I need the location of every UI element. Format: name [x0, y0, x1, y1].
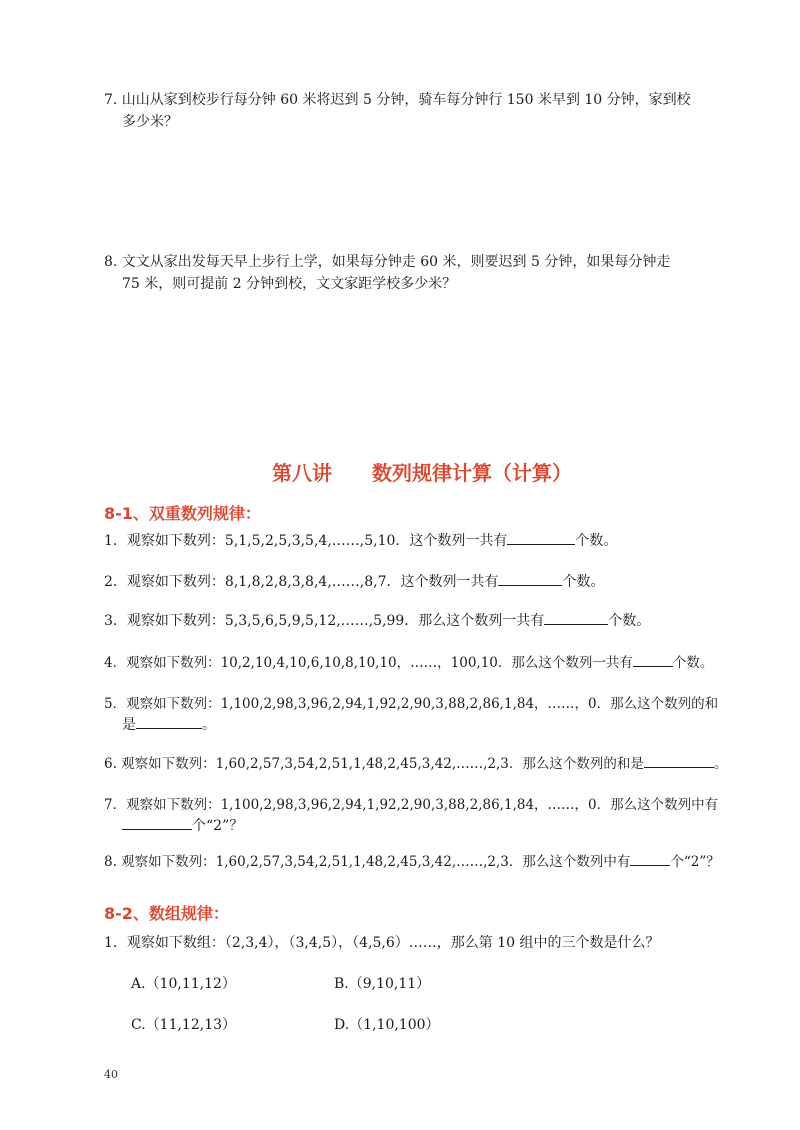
s1-q1-suffix: 个数。 [575, 533, 618, 549]
s1-q4-text: 4．观察如下数列：10,2,10,4,10,6,10,8,10,10，……，100,10．那么这个数列一共有 [104, 655, 633, 671]
answer-blank[interactable] [498, 571, 562, 586]
option-a[interactable]: A.（10,11,12） [131, 976, 236, 992]
option-d[interactable]: D.（1,10,100） [334, 1017, 440, 1033]
s1-q6-text: 6. 观察如下数列：1,60,2,57,3,54,2,51,1,48,2,45,3,42,……,2,3．那么这个数列的和是 [104, 756, 644, 772]
s1-question-3 [104, 610, 650, 630]
question-7-line-1: 7. 山山从家到校步行每分钟 60 米将迟到 5 分钟，骑车每分钟行 150 米早到 10 分钟，家到校 [104, 92, 691, 108]
question-8-line-1: 8. 文文从家出发每天早上步行上学，如果每分钟走 60 米，则要迟到 5 分钟，如果每分钟走 [104, 254, 671, 270]
s1-question-5-line-1: 5．观察如下数列：1,100,2,98,3,96,2,94,1,92,2,90,3,88,2,86,1,84，……，0．那么这个数列的和 [104, 696, 719, 712]
s1-q6-suffix: 。 [713, 756, 728, 772]
option-c[interactable]: C.（11,12,13） [131, 1017, 237, 1033]
answer-blank[interactable] [544, 610, 608, 625]
answer-blank[interactable] [122, 815, 192, 830]
s1-q7-suffix: 个“2”？ [192, 818, 244, 834]
s1-question-7-line-2 [122, 815, 243, 835]
s1-q2-text: 2．观察如下数列：8,1,8,2,8,3,8,4,……,8,7．这个数列一共有 [104, 574, 499, 590]
s1-q3-suffix: 个数。 [608, 613, 651, 629]
s1-q8-text: 8. 观察如下数列：1,60,2,57,3,54,2,51,1,48,2,45,3,42,……,2,3．那么这个数列中有 [104, 854, 631, 870]
s1-q5-suffix: 。 [202, 717, 216, 733]
s1-question-6 [104, 752, 727, 772]
s1-question-2 [104, 571, 604, 591]
s1-q4-suffix: 个数。 [672, 655, 714, 671]
s1-q3-text: 3．观察如下数列：5,3,5,6,5,9,5,12,……,5,99．那么这个数列一共有 [104, 613, 545, 629]
question-7-line-2: 多少米？ [122, 114, 178, 130]
s1-q2-suffix: 个数。 [562, 574, 605, 590]
answer-blank[interactable] [630, 851, 670, 866]
s1-question-4 [104, 651, 713, 671]
answer-blank[interactable] [136, 714, 202, 729]
s1-q1-text: 1．观察如下数列：5,1,5,2,5,3,5,4,……,5,10．这个数列一共有 [104, 533, 508, 549]
section-heading-8-2: 8-2、数组规律： [104, 904, 229, 923]
s1-q5-text-2: 是 [122, 717, 136, 733]
answer-blank[interactable] [644, 753, 714, 768]
option-b[interactable]: B.（9,10,11） [334, 976, 431, 992]
s2-question-1: 1．观察如下数组：（2,3,4），（3,4,5），（4,5,6）……，那么第 10 组中的三个数是什么？ [104, 935, 660, 951]
s1-question-7-line-1: 7．观察如下数列：1,100,2,98,3,96,2,94,1,92,2,90,3,88,2,86,1,84，……，0．那么这个数列中有 [104, 797, 719, 813]
s1-q8-suffix: 个“2”？ [670, 854, 720, 870]
lecture-title: 第八讲 数列规律计算（计算） [272, 461, 572, 485]
question-8-line-2: 75 米，则可提前 2 分钟到校，文文家距学校多少米？ [122, 276, 457, 292]
page-number: 40 [104, 1068, 118, 1081]
s1-question-1 [104, 530, 617, 550]
s1-question-8 [104, 850, 720, 870]
section-heading-8-1: 8-1、双重数列规律： [104, 504, 261, 523]
s1-question-5-line-2 [122, 714, 216, 734]
answer-blank[interactable] [633, 652, 673, 667]
answer-blank[interactable] [507, 530, 575, 545]
